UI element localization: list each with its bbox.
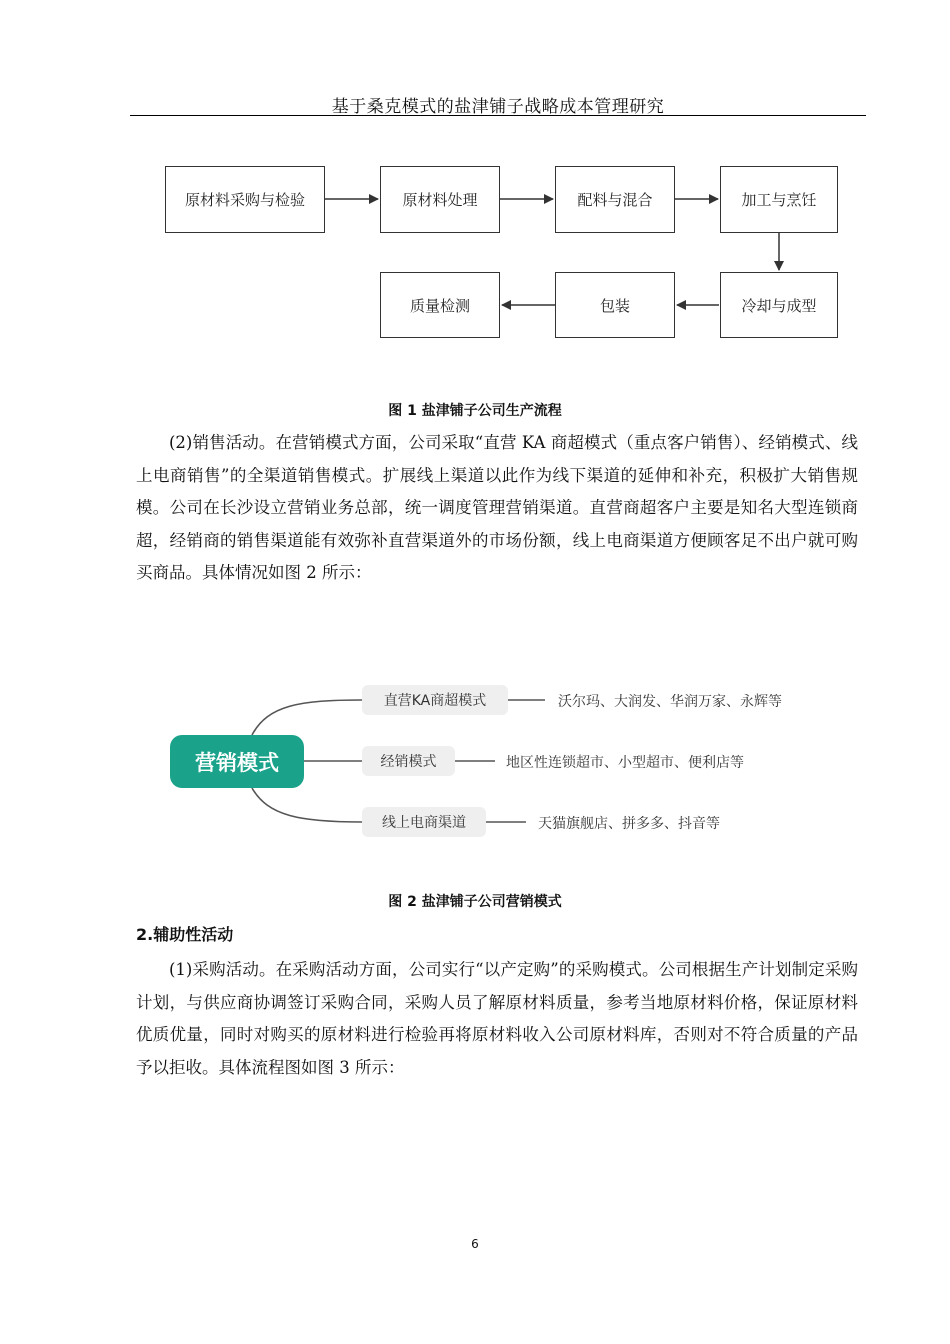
section-heading: 2.辅助性活动 xyxy=(136,925,234,944)
mindmap-leaf-1: 沃尔玛、大润发、华润万家、永辉等 xyxy=(558,694,782,710)
page-number: 6 xyxy=(471,1237,479,1251)
figure1-caption: 图 1 盐津铺子公司生产流程 xyxy=(388,403,562,419)
mindmap-leaf-3: 天猫旗舰店、拼多多、抖音等 xyxy=(538,816,720,832)
flow-step-6: 包装 xyxy=(555,272,675,338)
mindmap-branch-3: 线上电商渠道 xyxy=(362,807,486,837)
flow-step-4: 加工与烹饪 xyxy=(720,166,838,233)
paragraph-procurement: (1)采购活动。在采购活动方面，公司实行“以产定购”的采购模式。公司根据生产计划制定采购计划，与供应商协调签订采购合同，采购人员了解原材料质量，参考当地原材料价格，保证原材料优质优量，同时对购买的原材料进行检验再将原材料收入公司原材料库，否则对不符合质量的产品予以拒收。具体流程图如图 3 所示： xyxy=(136,960,858,1077)
flow-step-3: 配料与混合 xyxy=(555,166,675,233)
mindmap-leaf-2: 地区性连锁超市、小型超市、便利店等 xyxy=(506,755,744,771)
flow-step-7: 质量检测 xyxy=(380,272,500,338)
connector-branch-3 xyxy=(252,788,362,822)
mindmap-branch-2: 经销模式 xyxy=(362,746,455,776)
flow-step-2: 原材料处理 xyxy=(380,166,500,233)
mindmap-root: 营销模式 xyxy=(170,735,304,788)
flow-step-1: 原材料采购与检验 xyxy=(165,166,325,233)
paragraph-sales: (2)销售活动。在营销模式方面，公司采取“直营 KA 商超模式（重点客户销售）、经销模式、线上电商销售”的全渠道销售模式。扩展线上渠道以此作为线下渠道的延伸和补充，积极扩大销售规模。公司在长沙设立营销业务总部，统一调度管理营销渠道。直营商超客户主要是知名大型连锁商超，经销商的销售渠道能有效弥补直营渠道外的市场份额，线上电商渠道方便顾客足不出户就可购买商品。具体情况如图 2 所示： xyxy=(136,433,858,582)
figure2-caption: 图 2 盐津铺子公司营销模式 xyxy=(388,894,562,910)
flow-step-5: 冷却与成型 xyxy=(720,272,838,338)
connector-branch-1 xyxy=(252,700,362,735)
running-header-title: 基于桑克模式的盐津铺子战略成本管理研究 xyxy=(331,97,665,117)
mindmap-branch-1: 直营KA商超模式 xyxy=(362,685,508,715)
